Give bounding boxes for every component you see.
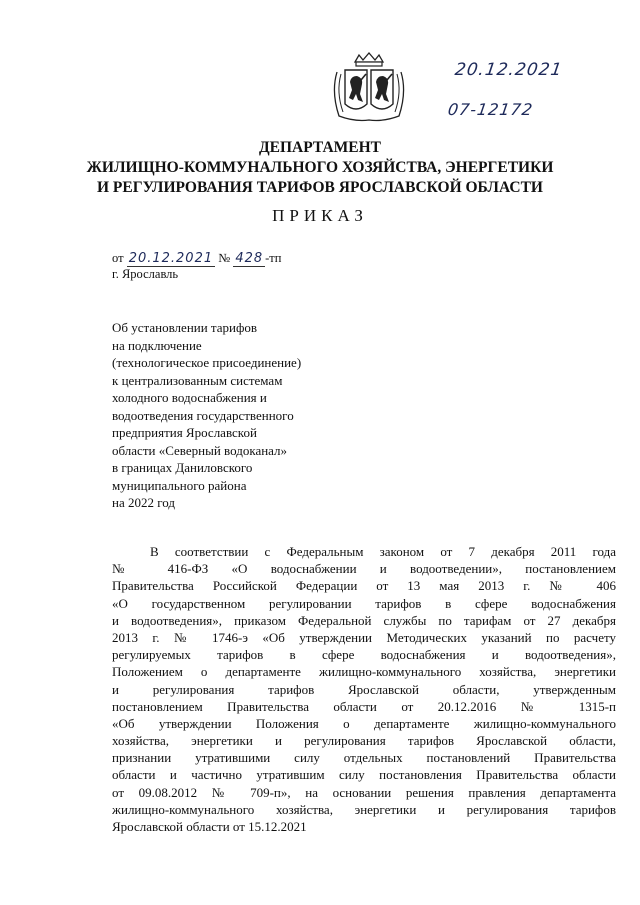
subject-line: предприятия Ярославской	[112, 425, 257, 440]
subject-line: в границах Даниловского	[112, 460, 253, 475]
body-line: «Об утверждении Положения о департаменте жилищно-коммунального	[112, 715, 616, 731]
body-line: и регулирования тарифов Ярославской области, утвержденным	[112, 681, 616, 697]
body-line: Правительства Российской Федерации от 13 мая 2013 г. № 406	[112, 578, 616, 594]
body-line: постановлением Правительства области от 20.12.2016 № 1315-п	[112, 698, 616, 714]
subject-line: водоотведения государственного	[112, 407, 294, 423]
order-number: 428	[235, 251, 264, 266]
body-line: области и частично утратившим силу постановления Правительства области	[112, 767, 616, 783]
incoming-stamp-date: 20.12.2021	[453, 60, 564, 80]
document-type-title: ПРИКАЗ	[272, 206, 368, 225]
subject-line: (технологическое присоединение)	[112, 355, 302, 370]
body-line: № 416-ФЗ «О водоснабжении и водоотведении», постановлением	[112, 561, 616, 577]
body-line: В соответствии с Федеральным законом от 7 декабря 2011 года	[150, 544, 616, 559]
subject-line: области «Северный водоканал»	[112, 442, 288, 458]
order-suffix: -тп	[265, 251, 282, 265]
order-body-paragraph	[112, 543, 616, 835]
order-prefix: от	[112, 251, 124, 265]
incoming-stamp-number: 07-12172	[446, 100, 535, 119]
issue-city: г. Ярославль	[112, 267, 179, 281]
department-header	[0, 138, 640, 198]
body-line: регулируемых тарифов в сфере водоснабжения и водоотведения»,	[112, 647, 616, 663]
body-line: жилищно-коммунального хозяйства, энергетики и регулирования тарифов	[112, 801, 616, 817]
subject-line: муниципального района	[112, 477, 247, 493]
order-subject	[112, 319, 372, 512]
order-number-label: №	[218, 251, 231, 265]
order-date-number-line	[112, 251, 281, 266]
subject-line: Об установлении тарифов	[112, 320, 258, 335]
body-line: от 09.08.2012 № 709-п», на основании решения правления департамента	[112, 784, 616, 800]
body-line: Ярославской области от 15.12.2021	[112, 819, 307, 834]
body-line: признании утратившими силу отдельных постановлений Правительства	[112, 750, 616, 766]
header-line: ДЕПАРТАМЕНТ	[258, 139, 382, 156]
subject-line: на подключение	[112, 337, 202, 353]
subject-line: к централизованным системам	[112, 372, 283, 388]
body-line: и водоотведения», приказом Федеральной службы по тарифам от 27 декабря	[112, 612, 616, 628]
subject-line: холодного водоснабжения и	[112, 390, 267, 405]
coat-of-arms-emblem	[327, 52, 411, 124]
body-line: 2013 г. № 1746-э «Об утверждении Методических указаний по расчету	[112, 629, 616, 645]
body-line: хозяйства, энергетики и регулирования тарифов Ярославской области,	[112, 733, 616, 749]
header-line: И РЕГУЛИРОВАНИЯ ТАРИФОВ ЯРОСЛАВСКОЙ ОБЛАСТИ	[97, 179, 543, 196]
subject-line: на 2022 год	[112, 495, 175, 510]
body-line: «О государственном регулировании тарифов в сфере водоснабжения	[112, 595, 616, 611]
header-line: ЖИЛИЩНО-КОММУНАЛЬНОГО ХОЗЯЙСТВА, ЭНЕРГЕТИКИ	[86, 159, 554, 176]
body-line: Положением о департаменте жилищно-коммунального хозяйства, энергетики	[112, 664, 616, 680]
order-date: 20.12.2021	[128, 251, 214, 266]
